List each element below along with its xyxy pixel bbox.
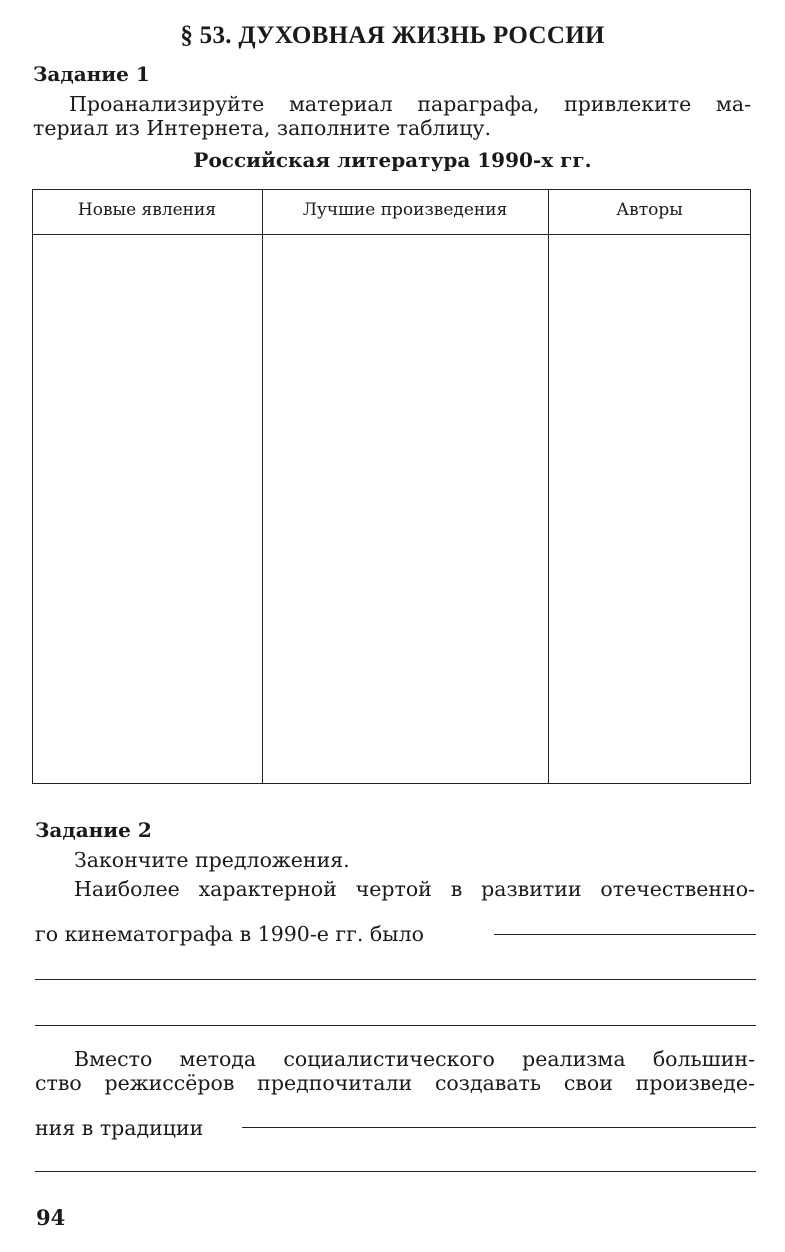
sentence-2-line-2: ство режиссёров предпочитали создавать свои произведе- [35,1071,755,1095]
page-title: § 53. ДУХОВНАЯ ЖИЗНЬ РОССИИ [180,22,605,49]
task-1-instruction-line-2: териал из Интернета, заполните таблицу. [33,116,492,140]
task-1-heading: Задание 1 [33,62,150,86]
table-cell-best-works[interactable] [264,236,547,782]
table-cell-authors[interactable] [550,236,749,782]
table-header-best-works: Лучшие произведения [302,200,508,220]
sentence-1-line-1: Наиболее характерной чертой в развитии отечественно- [74,877,755,901]
table-caption: Российская литература 1990-х гг. [193,148,592,172]
table-column-divider [262,189,263,784]
table-column-divider [548,189,549,784]
table-header-divider [32,234,751,235]
task-2-heading: Задание 2 [35,818,152,842]
answer-line-2[interactable] [35,979,756,980]
sentence-2-line-1: Вместо метода социалистического реализма большин- [74,1047,755,1071]
answer-line-4[interactable] [242,1127,756,1128]
answer-line-5[interactable] [35,1171,756,1172]
answer-line-1[interactable] [494,934,756,935]
sentence-1-line-2: го кинематографа в 1990-е гг. было [35,922,424,946]
task-1-instruction-line-1: Проанализируйте материал параграфа, привлеките ма- [69,92,751,116]
table-header-authors: Авторы [616,200,683,220]
answer-line-3[interactable] [35,1025,756,1026]
sentence-2-line-3: ния в традиции [35,1116,204,1140]
page-number: 94 [36,1205,66,1230]
table-cell-new-phenomena[interactable] [34,236,261,782]
task-2-instruction: Закончите предложения. [74,848,350,872]
table-header-new-phenomena: Новые явления [77,200,217,220]
